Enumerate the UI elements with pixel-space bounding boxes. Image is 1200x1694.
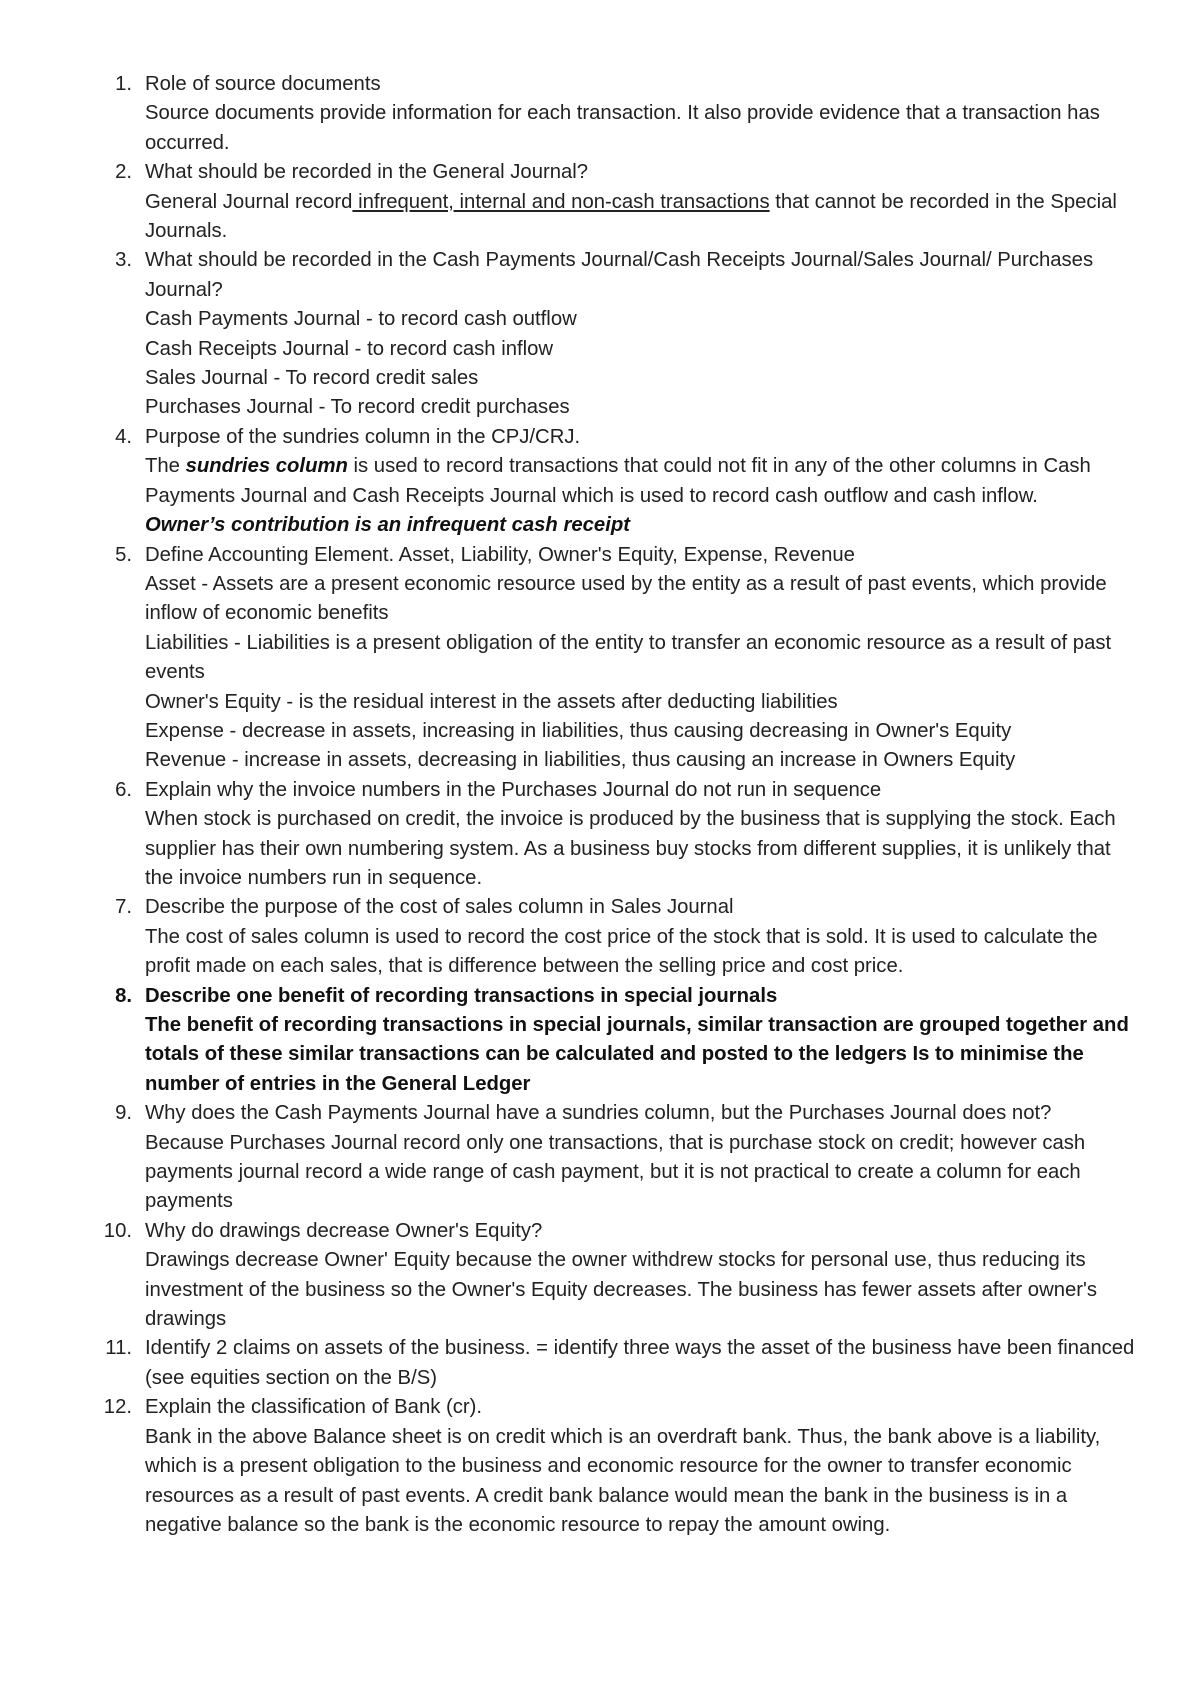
item-number: 2. xyxy=(115,161,132,184)
answer-text: Source documents provide information for each transaction. It also provide evidence that a transaction has occurred. xyxy=(145,102,1100,154)
question-text: Define Accounting Element. Asset, Liability, Owner's Equity, Expense, Revenue xyxy=(145,543,855,566)
question-text: Role of source documents xyxy=(145,73,381,95)
list-item-9 xyxy=(0,1099,1140,1217)
list-item-2 xyxy=(0,158,1140,246)
item-number: 12. xyxy=(103,1396,132,1419)
answer-post: is used to record transactions that could not fit in any of the other columns in Cash Payments Journal and Cash Receipts Journal which is used to record cash outflow and cash inflow. xyxy=(145,455,1091,507)
answer-text: Revenue - increase in assets, decreasing in liabilities, thus causing an increase in Owners Equity xyxy=(145,749,1016,772)
question-text: Purpose of the sundries column in the CPJ/CRJ. xyxy=(145,425,581,448)
question-text: Why do drawings decrease Owner's Equity? xyxy=(145,1219,543,1242)
answer-pre: General Journal record xyxy=(145,190,353,213)
item-number: 7. xyxy=(115,896,132,919)
question-text: What should be recorded in the Cash Payments Journal/Cash Receipts Journal/Sales Journal/ Purchases Journal? xyxy=(145,249,1094,301)
question-text: Why does the Cash Payments Journal have a sundries column, but the Purchases Journal does not? xyxy=(145,1102,1052,1125)
item-number: 11. xyxy=(105,1337,132,1360)
answer-text: Liabilities - Liabilities is a present obligation of the entity to transfer an economic resource as a result of past events xyxy=(145,631,1112,684)
list-item-3 xyxy=(0,246,1140,422)
answer-text: Because Purchases Journal record only one transactions, that is purchase stock on credit; however cash payments journal record a wide range of cash payment, but it is not practical to create a column for each payments xyxy=(145,1131,1086,1213)
list-item-11 xyxy=(0,1334,1140,1393)
answer-text: Owner's Equity - is the residual interest in the assets after deducting liabilities xyxy=(145,690,838,713)
question-text: Identify 2 claims on assets of the business. = identify three ways the asset of the business have been financed (see equities section on the B/S) xyxy=(145,1337,1135,1389)
list-item-6 xyxy=(0,776,1140,894)
list-item-7 xyxy=(0,893,1140,981)
answer-text: Asset - Assets are a present economic resource used by the entity as a result of past events, which provide inflow of economic benefits xyxy=(145,572,1107,625)
question-text: What should be recorded in the General Journal? xyxy=(145,161,589,184)
answer-text: The cost of sales column is used to record the cost price of the stock that is sold. It is used to calculate the profit made on each sales, that is difference between the selling price and cost price. xyxy=(145,925,1098,978)
list-item-1 xyxy=(0,70,1140,158)
emphasized-term: sundries column xyxy=(185,455,348,478)
answer-text: Cash Payments Journal - to record cash outflow xyxy=(145,308,577,331)
question-text: Explain the classification of Bank (cr). xyxy=(145,1396,483,1419)
item-number: 6. xyxy=(115,778,132,801)
item-number: 8. xyxy=(115,984,132,1007)
answer-text: Expense - decrease in assets, increasing in liabilities, thus causing decreasing in Owner's Equity xyxy=(145,719,1012,742)
answer-text: Purchases Journal - To record credit purchases xyxy=(145,396,570,419)
answer-pre: The xyxy=(145,455,186,478)
item-number: 4. xyxy=(115,425,132,448)
item-number: 9. xyxy=(115,1102,132,1125)
list-item-12 xyxy=(0,1393,1140,1540)
item-number: 5. xyxy=(115,543,132,566)
question-text: Explain why the invoice numbers in the Purchases Journal do not run in sequence xyxy=(145,778,882,801)
item-number: 10. xyxy=(103,1219,132,1242)
answer-text: Drawings decrease Owner' Equity because the owner withdrew stocks for personal use, thus reducing its investment of the business so the Owner's Equity decreases. The business has fewer assets after owner's drawings xyxy=(145,1249,1098,1331)
answer-text xyxy=(145,188,1140,247)
answer-post: that cannot be recorded in the Special Journals. xyxy=(145,190,1117,243)
item-number: 3. xyxy=(115,249,132,272)
question-text: Describe the purpose of the cost of sales column in Sales Journal xyxy=(145,896,734,919)
answer-text xyxy=(145,452,1140,511)
answer-text: Cash Receipts Journal - to record cash inflow xyxy=(145,337,554,360)
underlined-text: infrequent, internal and non-cash transactions xyxy=(352,190,770,213)
answer-text: Bank in the above Balance sheet is on credit which is an overdraft bank. Thus, the bank above is a liability, which is a present obligation to the business and economic resource for the owner to transfer economic resources as a result of past events. A credit bank balance would mean the bank in the business is in a negative balance so the bank is the economic resource to repay the amount owing. xyxy=(145,1425,1101,1536)
item-number: 1. xyxy=(115,73,132,95)
answer-text: The benefit of recording transactions in special journals, similar transaction are grouped together and totals of these similar transactions can be calculated and posted to the ledgers Is to minimise the number of entries in the General Ledger xyxy=(145,1014,1129,1095)
list-item-8 xyxy=(0,982,1140,1100)
note-text: Owner’s contribution is an infrequent cash receipt xyxy=(145,514,630,537)
list-item-4 xyxy=(0,423,1140,541)
list-item-10 xyxy=(0,1217,1140,1335)
question-text: Describe one benefit of recording transactions in special journals xyxy=(145,984,778,1007)
answer-text: When stock is purchased on credit, the invoice is produced by the business that is supplying the stock. Each supplier has their own numbering system. As a business buy stocks from different supplies, it is unlikely that the invoice numbers run in sequence. xyxy=(145,808,1116,889)
answer-text: Sales Journal - To record credit sales xyxy=(145,367,479,390)
list-item-5 xyxy=(0,541,1140,776)
